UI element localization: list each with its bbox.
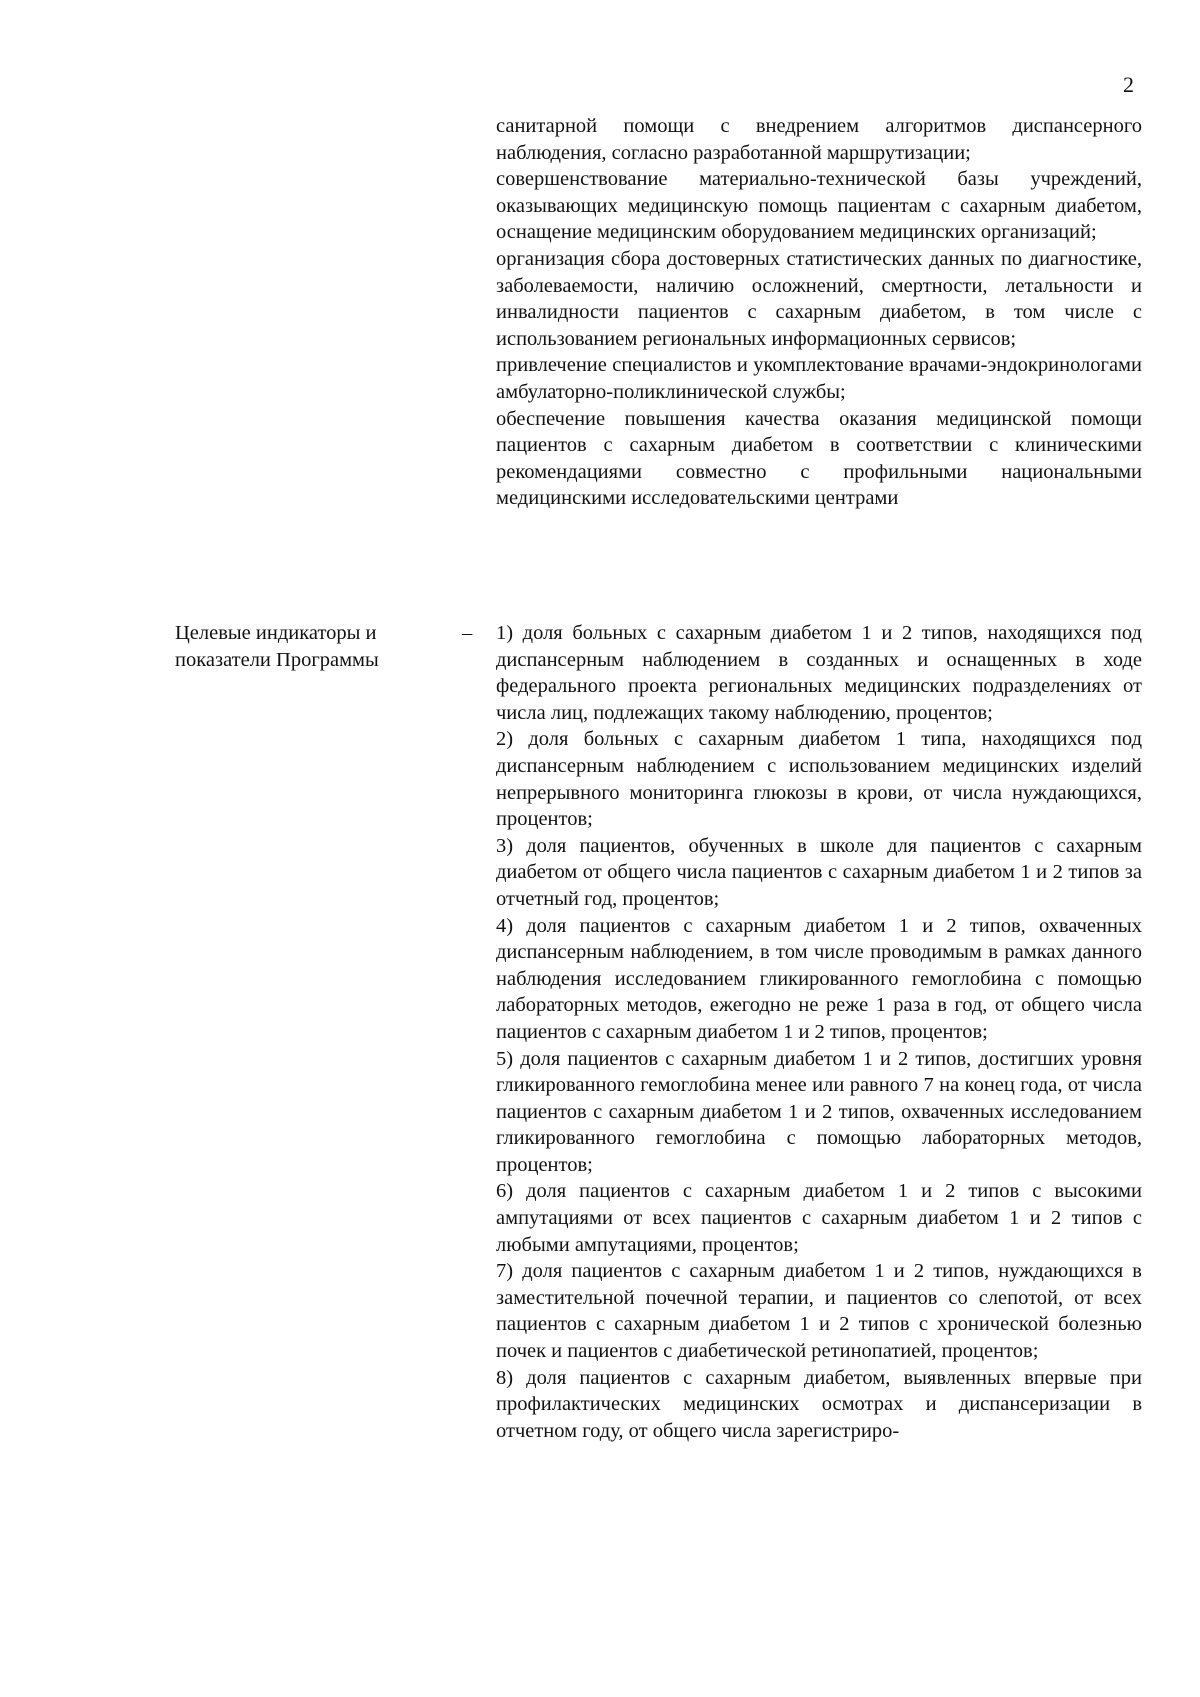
- measure-item: привлечение специалистов и укомплектование врачами-эндокринологами амбулаторно-поликлинической службы;: [496, 354, 1142, 403]
- indicator-item: 8) доля пациентов с сахарным диабетом, выявленных впервые при профилактических медицинских осмотрах и диспансеризации в отчетном году, от общего числа зарегистриро-: [496, 1366, 1142, 1442]
- measure-item: санитарной помощи с внедрением алгоритмов диспансерного наблюдения, согласно разработанной маршрутизации;: [496, 115, 1142, 164]
- indicator-item: 6) доля пациентов с сахарным диабетом 1 и 2 типов с высокими ампутациями от всех пациентов с сахарным диабетом 1 и 2 типов с любыми ампутациями, процентов;: [496, 1180, 1142, 1256]
- indicators-list: [496, 620, 1142, 1444]
- continued-measures-list: [496, 113, 1142, 512]
- row-dash: –: [462, 622, 473, 644]
- measure-item: обеспечение повышения качества оказания медицинской помощи пациентов с сахарным диабетом в соответствии с клиническими рекомендациями совместно с профильными национальными медицинскими исследовательскими центрами: [496, 407, 1142, 510]
- measure-item: организация сбора достоверных статистических данных по диагностике, заболеваемости, наличию осложнений, смертности, летальности и инвалидности пациентов с сахарным диабетом, в том числе с использованием региональных информационных сервисов;: [496, 247, 1142, 350]
- indicators-label: Целевые индикаторы и показатели Программы: [175, 622, 379, 671]
- page-number: 2: [1123, 72, 1134, 97]
- indicator-item: 7) доля пациентов с сахарным диабетом 1 и 2 типов, нуждающихся в заместительной почечной терапии, и пациентов со слепотой, от всех пациентов с сахарным диабетом 1 и 2 типов с хронической болезнью почек и пациентов с диабетической ретинопатией, процентов;: [496, 1260, 1142, 1363]
- indicator-item: 5) доля пациентов с сахарным диабетом 1 и 2 типов, достигших уровня гликированного гемоглобина менее или равного 7 на конец года, от числа пациентов с сахарным диабетом 1 и 2 типов, охваченных исследованием гликированного гемоглобина с помощью лабораторных методов, процентов;: [496, 1047, 1142, 1176]
- measure-item: совершенствование материально-технической базы учреждений, оказывающих медицинскую помощь пациентам с сахарным диабетом, оснащение медицинским оборудованием медицинских организаций;: [496, 168, 1142, 244]
- indicator-item: 2) доля больных с сахарным диабетом 1 типа, находящихся под диспансерным наблюдением с использованием медицинских изделий непрерывного мониторинга глюкозы в крови, от числа нуждающихся, процентов;: [496, 728, 1142, 831]
- indicator-item: 4) доля пациентов с сахарным диабетом 1 и 2 типов, охваченных диспансерным наблюдением, в том числе проводимым в рамках данного наблюдения исследованием гликированного гемоглобина с помощью лабораторных методов, ежегодно не реже 1 раза в год, от общего числа пациентов с сахарным диабетом 1 и 2 типов, процентов;: [496, 914, 1142, 1043]
- indicator-item: 3) доля пациентов, обученных в школе для пациентов с сахарным диабетом от общего числа пациентов с сахарным диабетом 1 и 2 типов за отчетный год, процентов;: [496, 834, 1142, 910]
- indicator-item: 1) доля больных с сахарным диабетом 1 и 2 типов, находящихся под диспансерным наблюдением в созданных и оснащенных в ходе федерального проекта региональных медицинских подразделениях от числа лиц, подлежащих такому наблюдению, процентов;: [496, 622, 1142, 724]
